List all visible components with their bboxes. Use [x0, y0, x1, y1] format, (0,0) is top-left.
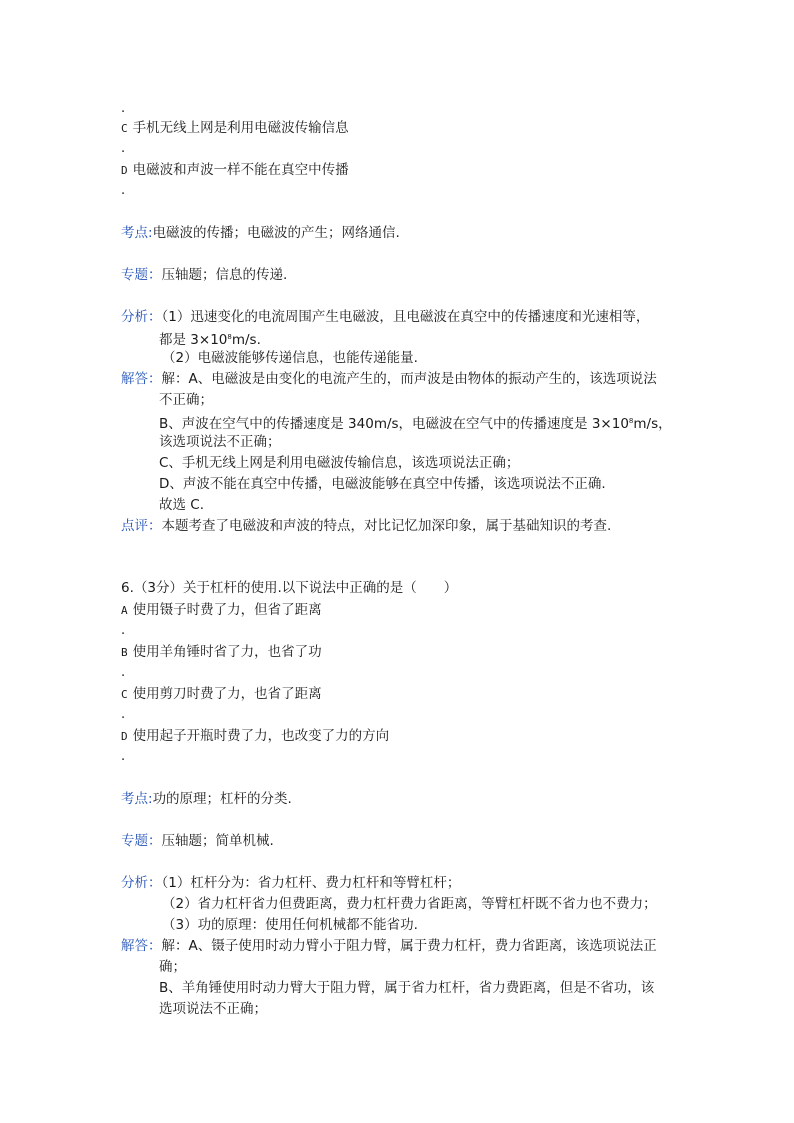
q5-zhuanti — [121, 266, 287, 284]
q6-stem: 6.（3分）关于杠杆的使用.以下说法中正确的是（ ） — [121, 580, 458, 596]
label-kaodian: 考点: — [121, 791, 153, 807]
fenxi-text: （1）杠杆分为：省力杠杆、费力杠杆和等臂杠杆； — [161, 875, 461, 891]
q6-option-d — [121, 727, 389, 746]
q6-fenxi-line-1 — [121, 874, 460, 892]
option-text: 使用剪刀时费了力，也省了距离 — [132, 686, 322, 702]
option-letter: D — [121, 164, 128, 177]
q6-zhuanti — [121, 832, 274, 850]
q5-fenxi-line-2 — [159, 328, 261, 349]
separator-dot: . — [121, 749, 126, 764]
q6-jieda-line-1 — [121, 937, 657, 955]
separator-dot: . — [121, 101, 126, 116]
option-letter: C — [121, 688, 128, 701]
q5-jieda-line-3 — [159, 412, 672, 433]
fenxi-text: （1）迅速变化的电流周围产生电磁波，且电磁波在真空中的传播速度和光速相等， — [161, 309, 650, 325]
label-fenxi: 分析： — [121, 875, 162, 891]
q5-jieda-line-2: 不正确； — [159, 392, 213, 408]
option-text: 使用起子开瓶时费了力，也改变了力的方向 — [132, 728, 390, 744]
q5-fenxi-line-1 — [121, 308, 649, 326]
label-fenxi: 分析： — [121, 309, 162, 325]
q6-jieda-line-2: 确； — [159, 959, 186, 975]
label-jieda: 解答： — [121, 371, 162, 387]
q5-dianping — [121, 517, 611, 535]
label-zhuanti: 专题： — [121, 267, 162, 283]
label-kaodian: 考点: — [121, 225, 153, 241]
q6-option-c — [121, 685, 322, 704]
q5-option-c — [121, 119, 349, 138]
option-letter: D — [121, 730, 128, 743]
q6-option-a — [121, 601, 322, 620]
option-text: 手机无线上网是利用电磁波传输信息 — [132, 120, 349, 136]
separator-dot: . — [121, 141, 126, 156]
zhuanti-text: 压轴题；信息的传递. — [161, 267, 288, 283]
superscript: 8 — [227, 333, 232, 341]
dianping-text: 本题考查了电磁波和声波的特点，对比记忆加深印象，属于基础知识的考查. — [161, 518, 612, 534]
option-letter: C — [121, 122, 128, 135]
kaodian-text: 功的原理；杠杆的分类. — [152, 791, 292, 807]
superscript: 8 — [628, 417, 634, 425]
q5-jieda-line-5: C、手机无线上网是利用电磁波传输信息，该选项说法正确； — [159, 455, 520, 471]
option-text: 使用镊子时费了力，但省了距离 — [132, 602, 322, 618]
label-jieda: 解答： — [121, 938, 162, 954]
q6-fenxi-line-3: （3）功的原理：使用任何机械都不能省功. — [162, 917, 418, 933]
separator-dot: . — [121, 623, 126, 638]
jieda-text: m/s， — [633, 416, 672, 432]
q5-option-d — [121, 161, 349, 180]
separator-dot: . — [121, 707, 126, 722]
q5-jieda-line-1 — [121, 370, 657, 388]
zhuanti-text: 压轴题；简单机械. — [161, 833, 274, 849]
label-zhuanti: 专题： — [121, 833, 162, 849]
q5-jieda-line-6: D、声波不能在真空中传播，电磁波能够在真空中传播，该选项说法不正确. — [159, 476, 606, 492]
separator-dot: . — [121, 183, 126, 198]
jieda-text: 解：A、电磁波是由变化的电流产生的，而声波是由物体的振动产生的，该选项说法 — [161, 371, 657, 387]
q5-jieda-line-7: 故选 C. — [159, 497, 205, 513]
q6-fenxi-line-2: （2）省力杠杆省力但费距离，费力杠杆费力省距离，等臂杠杆既不省力也不费力； — [162, 896, 657, 912]
separator-dot: . — [121, 665, 126, 680]
option-letter: B — [121, 646, 128, 659]
q6-kaodian — [121, 790, 292, 808]
jieda-text: B、声波在空气中的传播速度是 340m/s，电磁波在空气中的传播速度是 3×10 — [159, 416, 629, 432]
label-dianping: 点评： — [121, 518, 162, 534]
fenxi-text: 都是 3×10 — [159, 332, 228, 348]
kaodian-text: 电磁波的传播；电磁波的产生；网络通信. — [152, 225, 400, 241]
q6-jieda-line-3: B、羊角锤使用时动力臂大于阻力臂，属于省力杠杆，省力费距离，但是不省功，该 — [159, 980, 655, 996]
q5-fenxi-line-3: （2）电磁波能够传递信息，也能传递能量. — [162, 350, 418, 366]
jieda-text: 解：A、镊子使用时动力臂小于阻力臂，属于费力杠杆，费力省距离，该选项说法正 — [161, 938, 657, 954]
option-text: 使用羊角锤时省了力，也省了功 — [132, 644, 322, 660]
q5-kaodian — [121, 224, 400, 242]
option-letter: A — [121, 604, 128, 617]
fenxi-text: m/s. — [231, 332, 261, 348]
q6-jieda-line-4: 选项说法不正确； — [159, 1001, 267, 1017]
option-text: 电磁波和声波一样不能在真空中传播 — [132, 162, 349, 178]
q5-jieda-line-4: 该选项说法不正确； — [159, 434, 281, 450]
q6-option-b — [121, 643, 322, 662]
